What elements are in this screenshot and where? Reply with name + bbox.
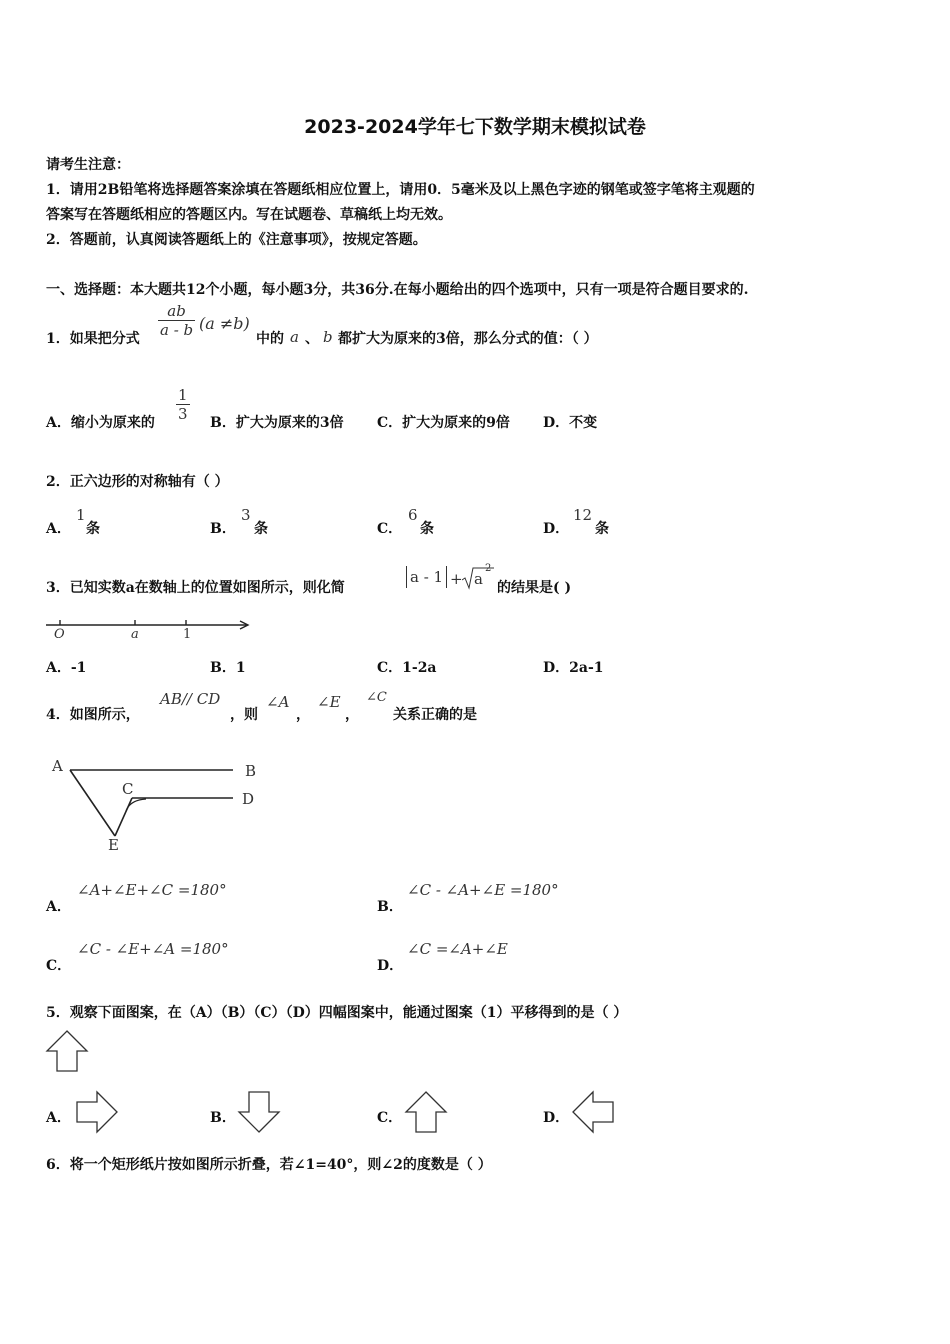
axis-label-a: a [131, 627, 139, 642]
q3-prefix: 3．已知实数a在数轴上的位置如图所示，则化简 [46, 580, 345, 596]
parallel-lines-figure [50, 760, 260, 850]
q5-option-b: B． [210, 1110, 236, 1126]
q5-stem: 5．观察下面图案，在（A）（B）（C）（D）四幅图案中，能通过图案（1）平移得到的是（ ） [46, 1005, 628, 1021]
arrow-up-icon [405, 1091, 447, 1133]
arrow-up-icon [46, 1030, 88, 1072]
arrow-left-icon [572, 1091, 614, 1133]
q3-option-c: C．1-2a [377, 660, 437, 676]
q1-option-a-num: 1 [178, 386, 188, 404]
q1-option-a-fraction [176, 386, 190, 423]
q3-option-d: D．2a-1 [543, 660, 604, 676]
q2-option-a-unit: 条 [86, 521, 100, 537]
q1-condition: (a ≠b) [199, 314, 250, 333]
q4-angle-c: ∠C [366, 690, 387, 705]
q2-option-b-num: 3 [241, 506, 251, 524]
q3-sqrt-expr: a [474, 570, 483, 588]
q6-stem: 6．将一个矩形纸片按如图所示折叠，若∠1=40°，则∠2的度数是（ ） [46, 1157, 492, 1173]
fig-label-c: C [122, 780, 134, 798]
q2-option-c-unit: 条 [420, 521, 434, 537]
q2-option-d-num: 12 [573, 506, 593, 524]
fig-label-b: B [245, 762, 257, 780]
q4-option-d: ∠C =∠A+∠E [407, 940, 508, 958]
q2-option-d-label: D． [543, 521, 570, 537]
q1-option-a-den: 3 [178, 405, 188, 423]
q3-sqrt-exp: 2 [485, 563, 492, 574]
q4-condition: AB// CD [160, 690, 221, 708]
arrow-right-icon [76, 1091, 118, 1133]
fig-label-d: D [242, 790, 255, 808]
arrow-down-icon [238, 1091, 280, 1133]
q2-option-b-label: B． [210, 521, 236, 537]
q3-plus: + [450, 570, 463, 588]
q3-option-a: A．-1 [46, 660, 87, 676]
q4-comma-1: ， [296, 707, 310, 723]
q5-option-d: D． [543, 1110, 570, 1126]
page-title: 2023-2024学年七下数学期末模拟试卷 [304, 116, 646, 138]
q4-option-c-label: C． [46, 958, 72, 974]
q2-option-a-num: 1 [76, 506, 86, 524]
q1-frac-num: ab [158, 302, 195, 321]
q1-option-b: B．扩大为原来的3倍 [210, 415, 344, 431]
q3-option-b: B．1 [210, 660, 246, 676]
axis-label-one: 1 [183, 627, 192, 642]
q2-option-c-num: 6 [408, 506, 418, 524]
section-heading: 一、选择题：本大题共12个小题，每小题3分，共36分.在每小题给出的四个选项中，只有一项是符合题目要求的. [46, 282, 749, 298]
notice-line-1: 1．请用2B铅笔将选择题答案涂填在答题纸相应位置上，请用0．5毫米及以上黑色字迹的钢笔或签字笔将主观题的 [46, 182, 755, 198]
q2-stem: 2．正六边形的对称轴有（ ） [46, 474, 229, 490]
q4-option-a-label: A． [46, 899, 71, 915]
q4-comma-2: ， [345, 707, 359, 723]
notice-heading: 请考生注意： [46, 157, 130, 173]
fig-label-a: A [52, 757, 63, 775]
q4-option-d-label: D． [377, 958, 404, 974]
number-line-figure [44, 617, 254, 647]
q2-option-d-unit: 条 [595, 521, 609, 537]
notice-line-1b: 答案写在答题纸相应的答题区内。写在试题卷、草稿纸上均无效。 [46, 207, 452, 223]
q5-option-c: C． [377, 1110, 403, 1126]
q4-option-b: ∠C - ∠A+∠E =180° [407, 881, 559, 899]
q4-then: ，则 [230, 707, 258, 723]
q4-angle-a: ∠A [266, 693, 290, 711]
q2-option-c-label: C． [377, 521, 403, 537]
q2-option-a-label: A． [46, 521, 71, 537]
fig-label-e: E [108, 836, 119, 854]
q1-option-a: A．缩小为原来的 [46, 415, 155, 431]
q1-suffix: 都扩大为原来的3倍，那么分式的值：（ ） [338, 331, 598, 347]
q1-option-c: C．扩大为原来的9倍 [377, 415, 510, 431]
q1-fraction [158, 302, 195, 339]
q4-suffix: 关系正确的是 [393, 707, 477, 723]
q4-option-a: ∠A+∠E+∠C =180° [77, 881, 227, 899]
notice-line-2: 2．答题前，认真阅读答题纸上的《注意事项》，按规定答题。 [46, 232, 427, 248]
q1-var-b: b [323, 328, 333, 346]
q1-var-a: a [290, 328, 299, 346]
q3-abs-expr: a - 1 [406, 566, 447, 588]
q1-mid: 中的 [256, 331, 284, 347]
axis-label-origin: O [54, 627, 65, 642]
q4-option-c: ∠C - ∠E+∠A =180° [77, 940, 229, 958]
q1-frac-den: a - b [160, 321, 194, 339]
q1-sep: 、 [305, 331, 319, 347]
q4-option-b-label: B． [377, 899, 403, 915]
q1-option-d: D．不变 [543, 415, 598, 431]
q2-option-b-unit: 条 [254, 521, 268, 537]
q3-suffix: 的结果是( ) [497, 580, 572, 596]
q1-prefix: 1．如果把分式 [46, 331, 140, 347]
q4-prefix: 4．如图所示， [46, 707, 140, 723]
q5-option-a: A． [46, 1110, 71, 1126]
q4-angle-e: ∠E [317, 693, 341, 711]
